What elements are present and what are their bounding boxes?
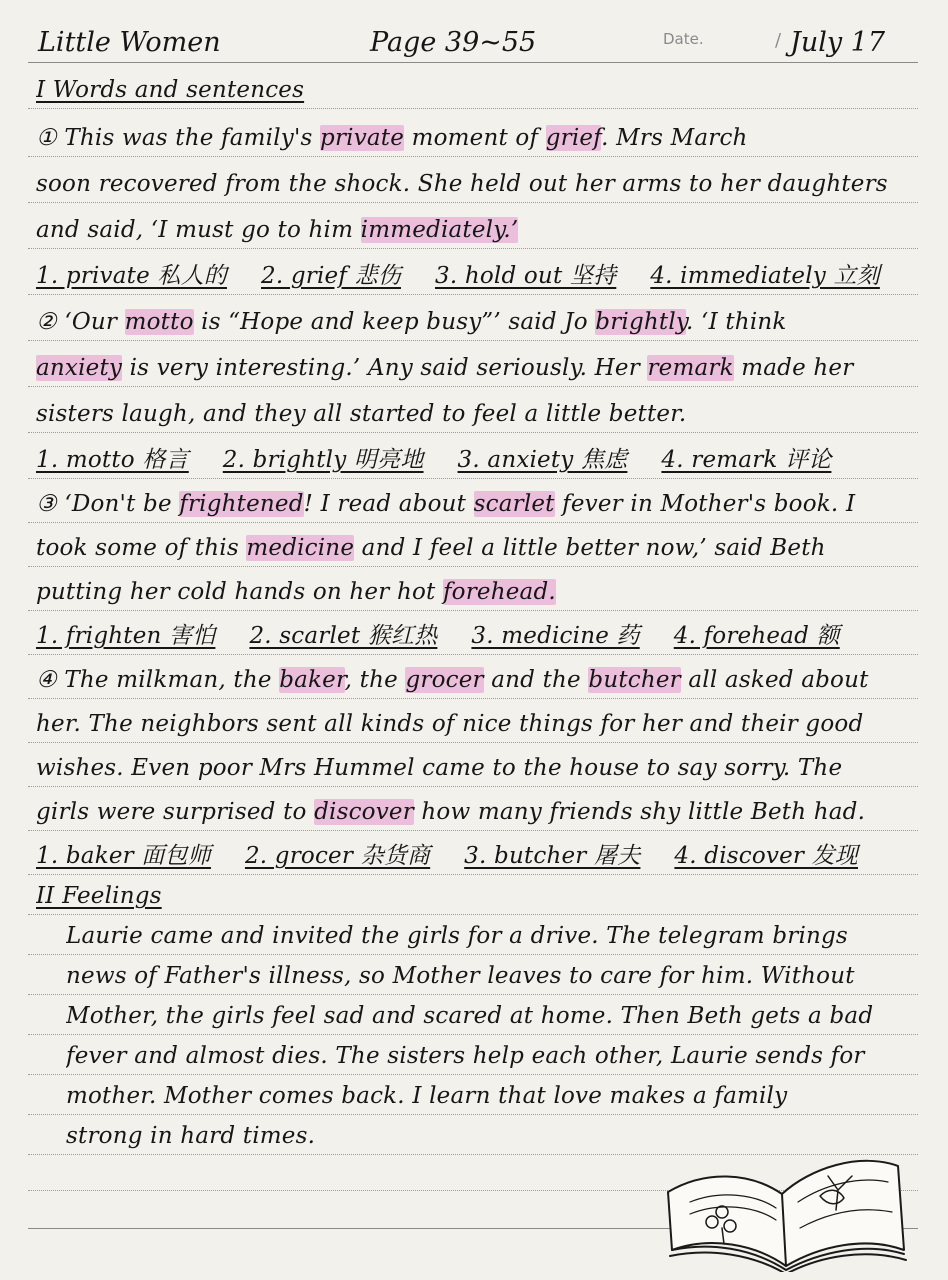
feelings-line-4: fever and almost dies. The sisters help each other, Laurie sends for <box>66 1043 865 1069</box>
section-heading-feelings: II Feelings <box>36 883 162 909</box>
p4-line2: her. The neighbors sent all kinds of nice things for her and their good <box>36 711 864 737</box>
p4-line4: girls were surprised to discover how many friends shy little Beth had. <box>36 799 866 825</box>
p1-vocab: 1. private 私人的 2. grief 悲伤 3. hold out 坚持 4. immediately 立刻 <box>36 263 880 289</box>
p4-vocab: 1. baker 面包师 2. grocer 杂货商 3. butcher 屠夫 4. discover 发现 <box>36 843 858 869</box>
feelings-line-6: strong in hard times. <box>66 1123 316 1149</box>
feelings-line-1: Laurie came and invited the girls for a drive. The telegram brings <box>66 923 848 949</box>
feelings-line-2: news of Father's illness, so Mother leaves to care for him. Without <box>66 963 855 989</box>
highlight-remark: remark <box>647 355 734 381</box>
p3-line1: ③ ‘Don't be frightened! I read about scarlet fever in Mother's book. I <box>36 491 856 517</box>
p3-line2: took some of this medicine and I feel a little better now,’ said Beth <box>36 535 826 561</box>
highlight-forehead: forehead. <box>442 579 556 605</box>
p1-line2: soon recovered from the shock. She held out her arms to her daughters <box>36 171 888 197</box>
highlight-motto: motto <box>124 309 194 335</box>
highlight-scarlet: scarlet <box>473 491 555 517</box>
open-book-sketch-icon <box>660 1132 910 1272</box>
p3-vocab: 1. frighten 害怕 2. scarlet 猴红热 3. medicine 药 4. forehead 额 <box>36 623 840 649</box>
highlight-immediately: immediately.’ <box>360 217 519 243</box>
highlight-grocer: grocer <box>405 667 484 693</box>
highlight-butcher: butcher <box>588 667 681 693</box>
p1-line3: and said, ‘I must go to him immediately.’ <box>36 217 519 243</box>
book-title: Little Women <box>38 27 221 58</box>
highlight-frightened: frightened <box>179 491 304 517</box>
highlight-brightly: brightly <box>595 309 687 335</box>
p4-line1: ④ The milkman, the baker, the grocer and the butcher all asked about <box>36 667 869 693</box>
highlight-anxiety: anxiety <box>36 355 123 381</box>
page-range: Page 39~55 <box>370 27 537 58</box>
date-label: Date. <box>663 30 704 48</box>
highlight-private: private <box>320 125 405 151</box>
section-heading-words: I Words and sentences <box>36 77 305 103</box>
feelings-line-3: Mother, the girls feel sad and scared at home. Then Beth gets a bad <box>66 1003 874 1029</box>
p2-line2: anxiety is very interesting.’ Any said seriously. Her remark made her <box>36 355 854 381</box>
highlight-medicine: medicine <box>246 535 355 561</box>
p3-line3: putting her cold hands on her hot forehead. <box>36 579 556 605</box>
p2-line1: ② ‘Our motto is “Hope and keep busy”’ said Jo brightly. ‘I think <box>36 309 787 335</box>
feelings-line-5: mother. Mother comes back. I learn that love makes a family <box>66 1083 788 1109</box>
p4-line3: wishes. Even poor Mrs Hummel came to the house to say sorry. The <box>36 755 843 781</box>
date-separator: / <box>775 30 782 51</box>
highlight-grief: grief <box>545 125 602 151</box>
highlight-baker: baker <box>279 667 345 693</box>
highlight-discover: discover <box>314 799 414 825</box>
p1-line1: ① This was the family's private moment of grief. Mrs March <box>36 125 748 151</box>
p2-line3: sisters laugh, and they all started to feel a little better. <box>36 401 687 427</box>
date-value: July 17 <box>790 27 886 58</box>
p2-vocab: 1. motto 格言 2. brightly 明亮地 3. anxiety 焦虑 4. remark 评论 <box>36 447 832 473</box>
